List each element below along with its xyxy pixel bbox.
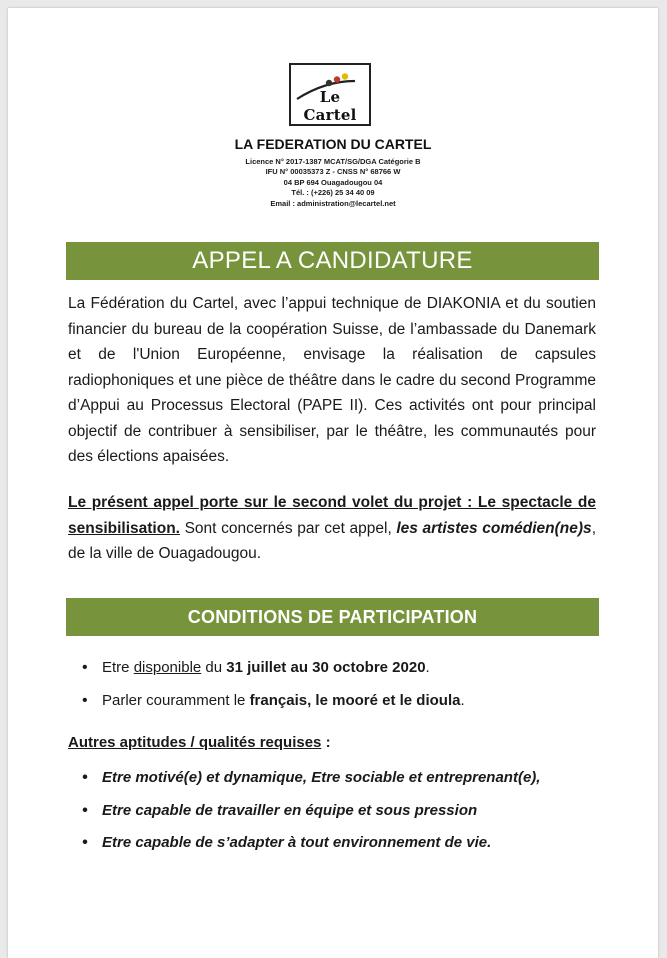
email-line: Email : administration@lecartel.net <box>270 198 396 208</box>
conditions-list <box>78 658 465 723</box>
skills-heading <box>68 734 331 751</box>
organization-title: LA FEDERATION DU CARTEL <box>234 136 432 152</box>
condition-dates: 31 juillet au 30 octobre 2020 <box>226 659 426 676</box>
condition-text: du <box>201 659 227 676</box>
condition-text: Etre <box>102 659 134 676</box>
scope-paragraph <box>68 490 596 567</box>
intro-paragraph: La Fédération du Cartel, avec l’appui technique de DIAKONIA et du soutien financier du bureau de la coopération Suisse, de l’ambassade du Danemark et de l'Union Européenne, envisage la réalisation de capsules radiophoniques et une pièce de théâtre dans le cadre du second Programme d’Appui au Processus Electoral (PAPE II). Ces activités ont pour principal objectif de contribuer à sensibiliser, par le théâtre, les communautés pour des élections apaisées. <box>68 295 596 465</box>
skills-list <box>78 768 540 866</box>
licence-line: Licence N° 2017-1387 MCAT/SG/DGA Catégorie B <box>245 157 421 166</box>
condition-underlined: disponible <box>133 659 202 676</box>
skills-heading-suffix: : <box>321 734 331 751</box>
ifu-line: IFU N° 00035373 Z - CNSS N° 68766 W <box>265 167 401 177</box>
condition-availability <box>78 658 465 691</box>
document-page <box>8 8 658 958</box>
skills-heading-text: Autres aptitudes / qualités requises <box>68 734 322 751</box>
logo <box>289 63 371 126</box>
phone-line: Tél. : (+226) 25 34 40 09 <box>291 188 375 198</box>
conditions-banner: CONDITIONS DE PARTICIPATION <box>66 598 599 636</box>
address-line: 04 BP 694 Ouagadougou 04 <box>283 177 383 187</box>
condition-languages-list: français, le mooré et le dioula <box>249 691 461 709</box>
scope-text-2: , de la ville de Ouagadougou. <box>68 519 596 562</box>
organization-info <box>8 157 658 209</box>
logo-text: Le Cartel <box>303 88 357 124</box>
condition-text: . <box>425 659 430 676</box>
skill-item: • Etre capable de s’adapter à tout environnement de vie. <box>78 833 540 866</box>
scope-emphasis: les artistes comédien(ne)s <box>396 519 592 537</box>
condition-languages <box>78 691 465 724</box>
call-for-applications-banner: APPEL A CANDIDATURE <box>66 242 599 280</box>
scope-text-1: Sont concernés par cet appel, <box>179 519 397 537</box>
skill-item: • Etre capable de travailler en équipe et sous pression <box>78 801 540 834</box>
condition-text: . <box>460 691 465 709</box>
skill-item: • Etre motivé(e) et dynamique, Etre sociable et entreprenant(e), <box>78 768 540 801</box>
scope-underlined-text: Le présent appel porte sur le second volet du projet : Le spectacle de sensibilisation. <box>68 494 596 537</box>
condition-text: Parler couramment le <box>102 691 250 709</box>
